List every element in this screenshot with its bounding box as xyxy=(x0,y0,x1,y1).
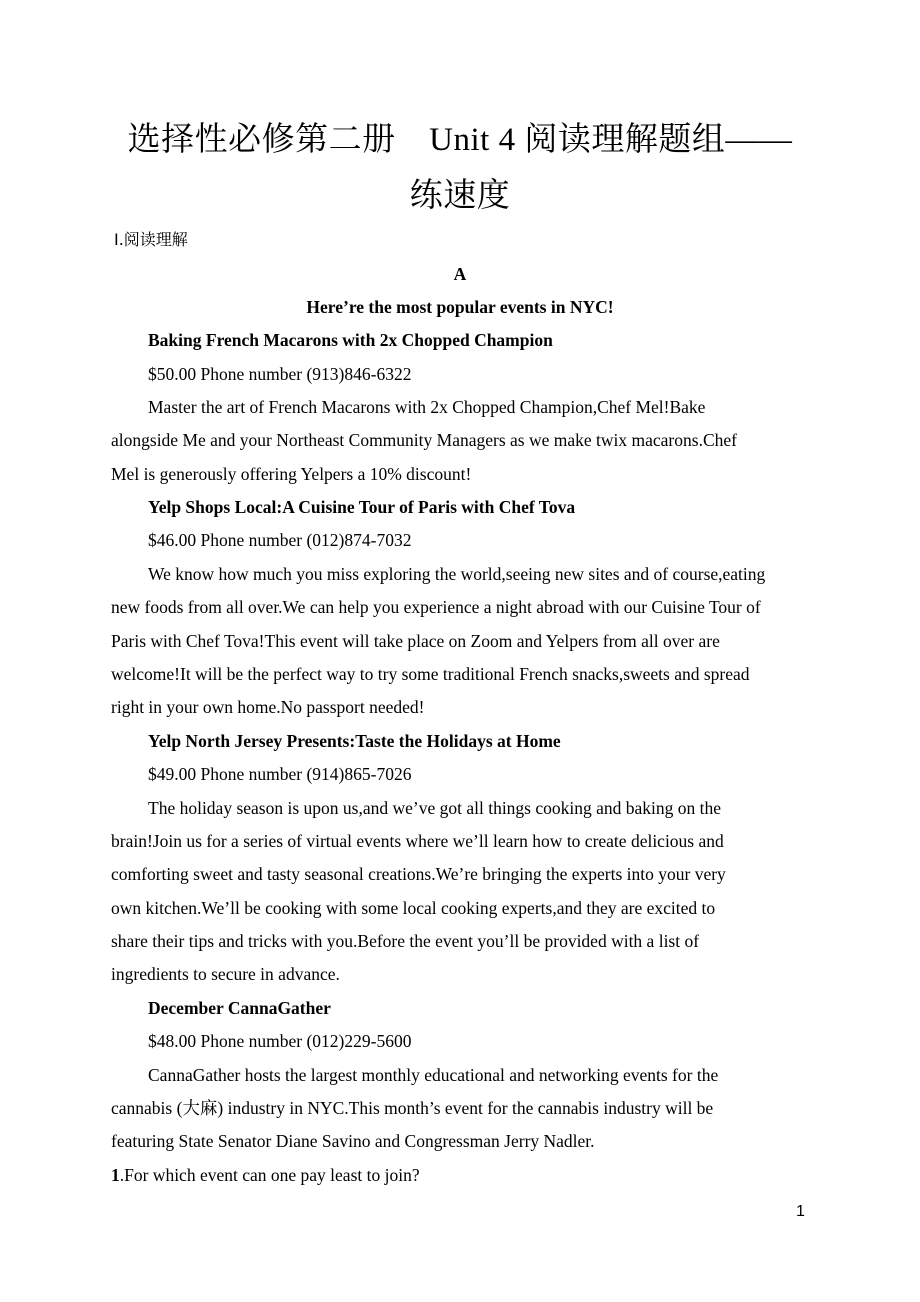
event-description-line: new foods from all over.We can help you experience a night abroad with our Cuisine Tour of xyxy=(111,597,761,617)
question-number: 1 xyxy=(111,1165,120,1185)
section-label: Ⅰ.阅读理解 xyxy=(114,230,188,249)
event-description-line: We know how much you miss exploring the world,seeing new sites and of course,eating xyxy=(148,564,766,584)
event-description-line: ingredients to secure in advance. xyxy=(111,964,340,984)
event-description-line: welcome!It will be the perfect way to try some traditional French snacks,sweets and spread xyxy=(111,664,750,684)
event-title: Baking French Macarons with 2x Chopped Champion xyxy=(148,330,553,350)
event-description-line: Master the art of French Macarons with 2x Chopped Champion,Chef Mel!Bake xyxy=(148,397,706,417)
event-price-phone: $50.00 Phone number (913)846-6322 xyxy=(148,364,412,384)
passage-heading: Here’re the most popular events in NYC! xyxy=(306,297,614,317)
document-title-continued: 练速度 xyxy=(409,178,511,214)
event-description-line: Mel is generously offering Yelpers a 10% discount! xyxy=(111,464,472,484)
event-description-line: right in your own home.No passport needed! xyxy=(111,697,425,717)
page-number: 1 xyxy=(796,1203,805,1220)
event-description-line: alongside Me and your Northeast Community Managers as we make twix macarons.Chef xyxy=(111,430,737,450)
event-description-line: share their tips and tricks with you.Before the event you’ll be provided with a list of xyxy=(111,931,700,951)
event-description-line: featuring State Senator Diane Savino and Congressman Jerry Nadler. xyxy=(111,1131,595,1151)
event-description-line: own kitchen.We’ll be cooking with some local cooking experts,and they are excited to xyxy=(111,898,716,918)
document-title: 选择性必修第二册 Unit 4 阅读理解题组—— xyxy=(127,122,793,158)
event-description-line: comforting sweet and tasty seasonal creations.We’re bringing the experts into your very xyxy=(111,864,726,884)
event-description-line: Paris with Chef Tova!This event will take place on Zoom and Yelpers from all over are xyxy=(111,631,720,651)
event-price-phone: $49.00 Phone number (914)865-7026 xyxy=(148,764,412,784)
question-text: .For which event can one pay least to join? xyxy=(119,1165,420,1185)
event-description-line: brain!Join us for a series of virtual events where we’ll learn how to create delicious and xyxy=(111,831,724,851)
question-1 xyxy=(111,1163,420,1187)
event-price-phone: $48.00 Phone number (012)229-5600 xyxy=(148,1031,412,1051)
event-description-line: The holiday season is upon us,and we’ve got all things cooking and baking on the xyxy=(148,798,722,818)
event-price-phone: $46.00 Phone number (012)874-7032 xyxy=(148,530,412,550)
event-description-line: CannaGather hosts the largest monthly educational and networking events for the xyxy=(148,1065,719,1085)
event-title: December CannaGather xyxy=(148,998,331,1018)
event-title: Yelp North Jersey Presents:Taste the Holidays at Home xyxy=(148,731,561,751)
event-title: Yelp Shops Local:A Cuisine Tour of Paris with Chef Tova xyxy=(148,497,576,517)
passage-letter: A xyxy=(453,264,467,284)
event-description-line: cannabis (大麻) industry in NYC.This month’s event for the cannabis industry will be xyxy=(111,1098,714,1118)
